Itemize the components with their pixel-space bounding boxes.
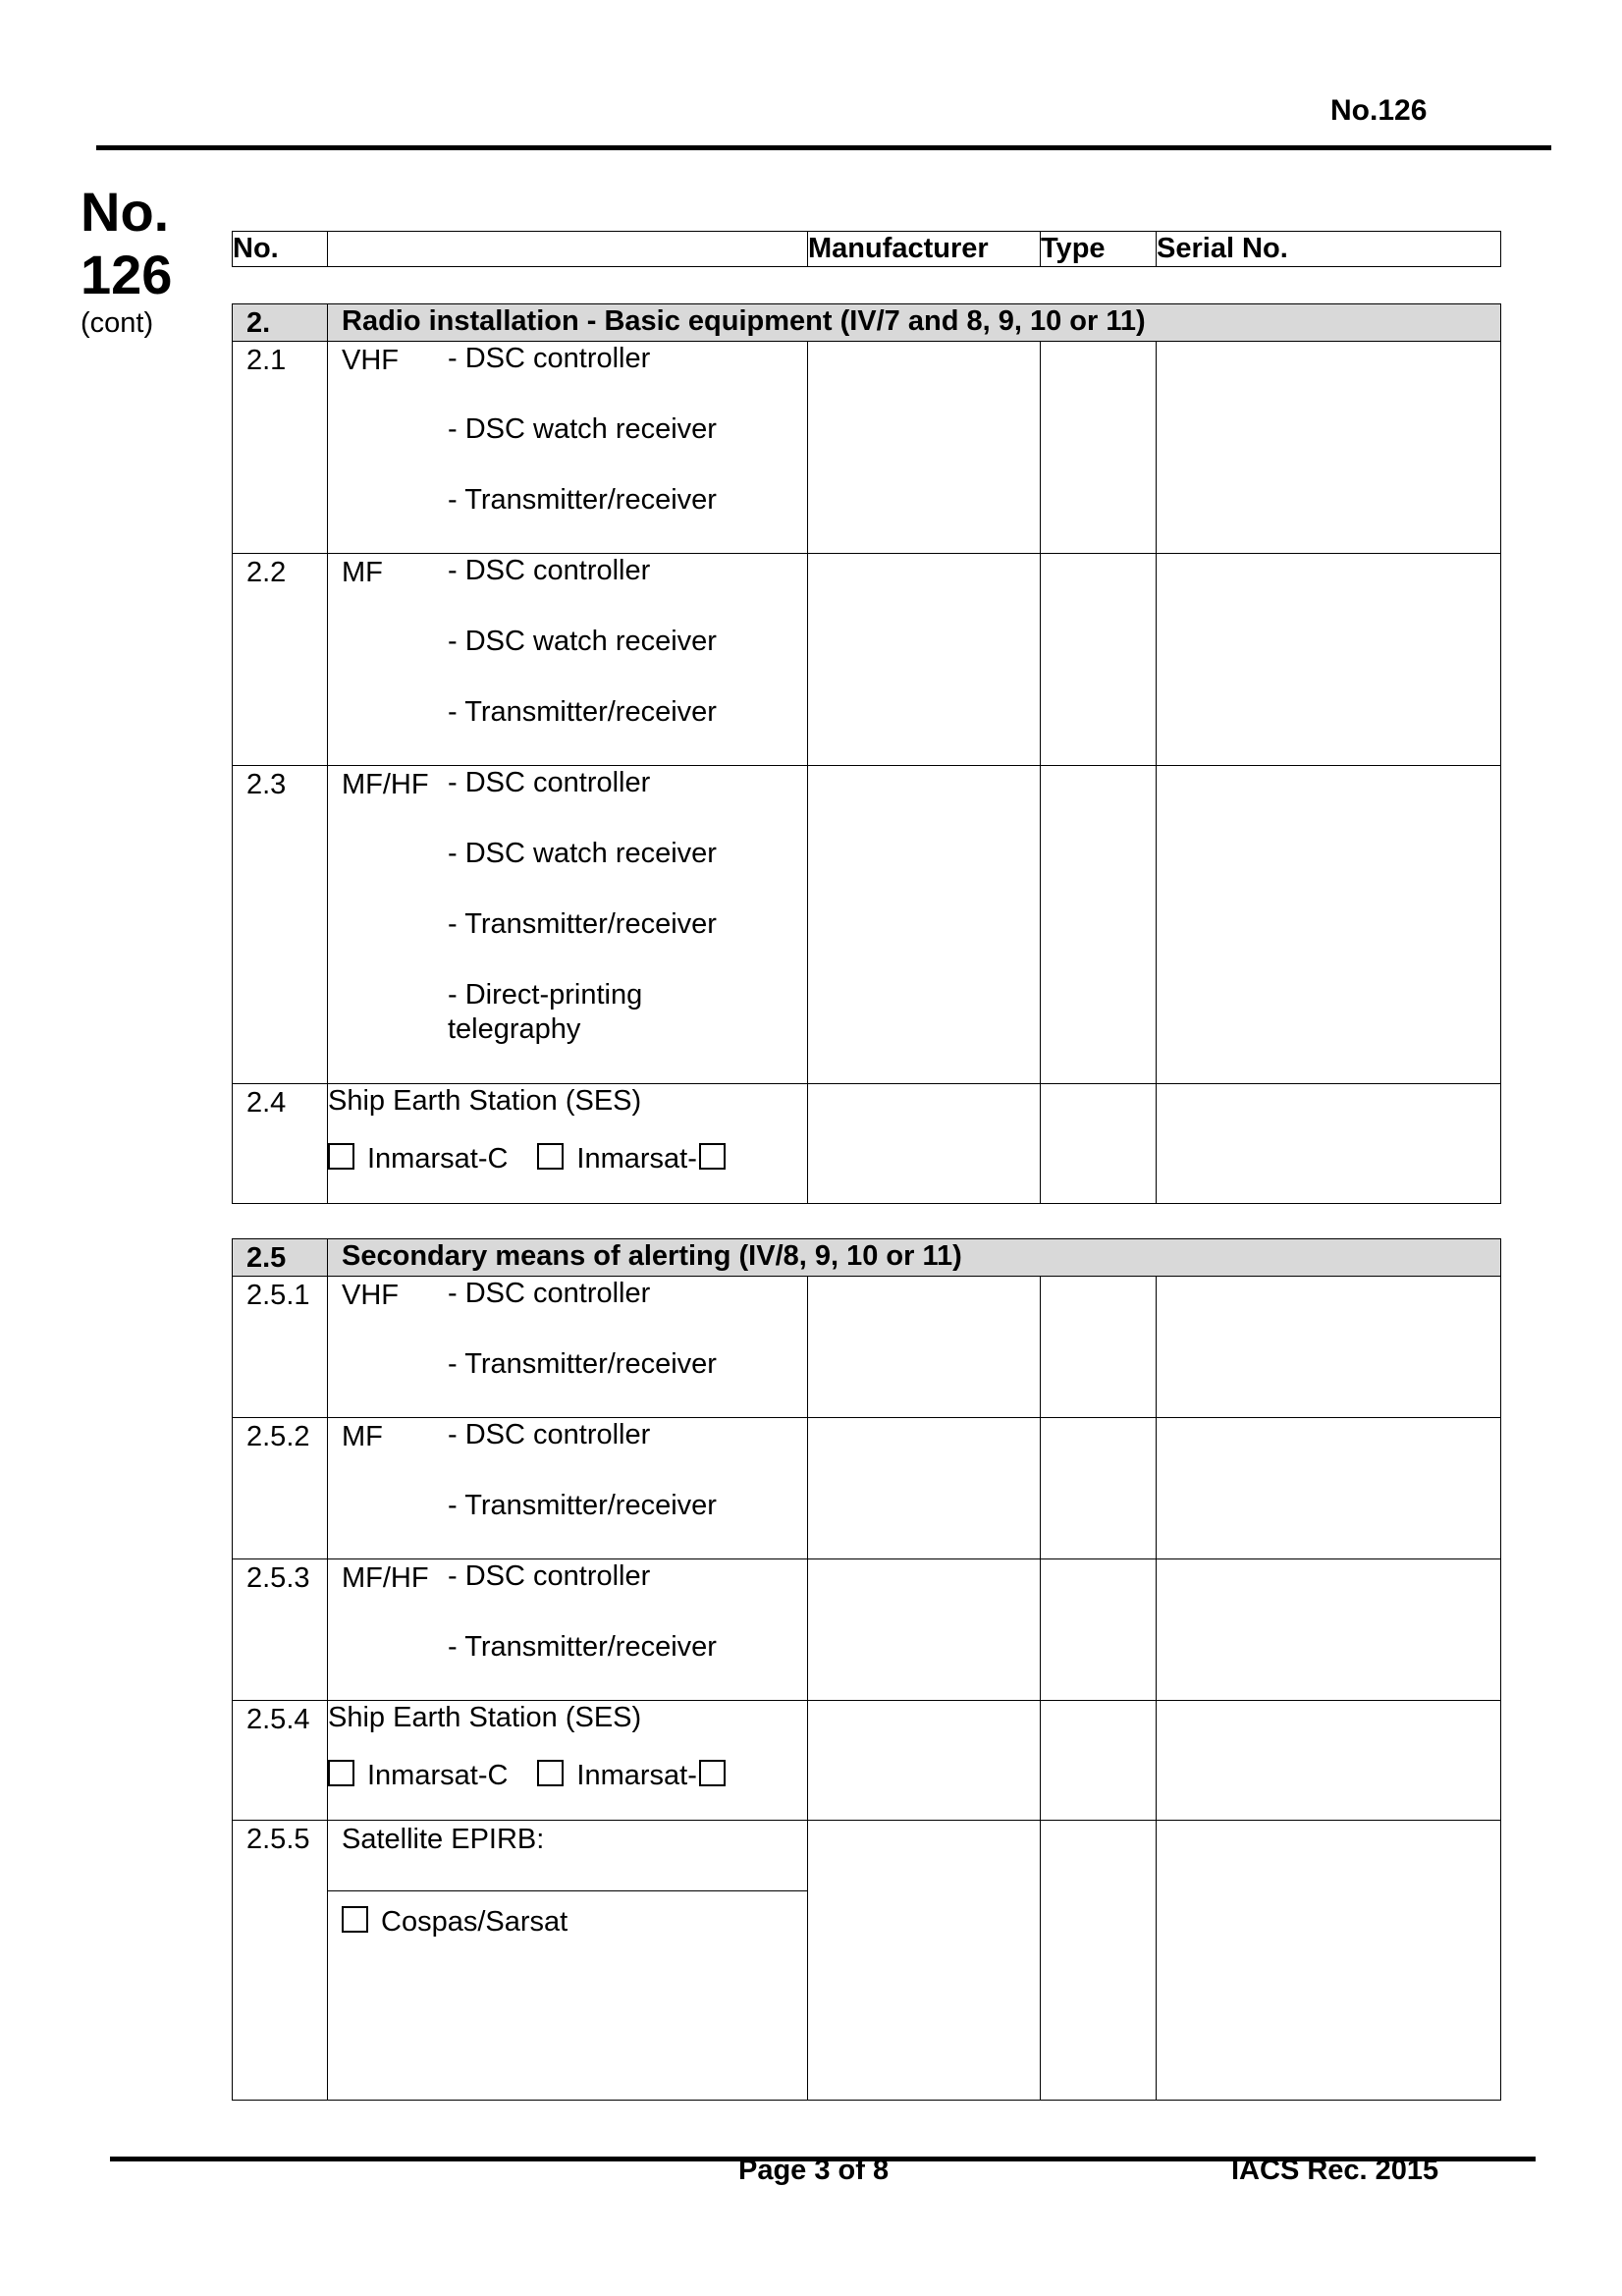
table-row — [233, 554, 1501, 766]
inmarsat-c-checkbox[interactable] — [328, 1760, 354, 1786]
manufacturer-field[interactable] — [808, 342, 1041, 554]
serial-field[interactable] — [1157, 1277, 1501, 1418]
serial-field[interactable] — [1157, 1821, 1501, 2101]
equipment-item: - DSC watch receiver — [448, 626, 717, 657]
ses-cell — [328, 1084, 808, 1204]
section-number: 2. — [233, 304, 328, 342]
table-row — [233, 1084, 1501, 1204]
equipment-cell — [328, 766, 808, 1084]
equipment-item: - Transmitter/receiver — [448, 1490, 717, 1521]
row-number: 2.5.3 — [233, 1559, 328, 1701]
band-label: MF — [342, 557, 383, 588]
col-header-no: No. — [233, 232, 328, 267]
band-label: MF/HF — [342, 1562, 429, 1594]
manufacturer-field[interactable] — [808, 1559, 1041, 1701]
inmarsat-c-checkbox[interactable] — [328, 1143, 354, 1170]
col-header-serial: Serial No. — [1157, 232, 1501, 267]
table-row — [233, 1821, 1501, 2101]
serial-field[interactable] — [1157, 766, 1501, 1084]
col-header-blank — [328, 232, 808, 267]
table-row — [233, 1701, 1501, 1821]
inmarsat-other-label: Inmarsat- — [576, 1143, 697, 1175]
secondary-alerting-table — [232, 1238, 1501, 2101]
band-label: VHF — [342, 345, 399, 376]
col-header-manufacturer: Manufacturer — [808, 232, 1041, 267]
manufacturer-field[interactable] — [808, 1701, 1041, 1821]
equipment-item: - Transmitter/receiver — [448, 908, 717, 940]
manufacturer-field[interactable] — [808, 1418, 1041, 1559]
inmarsat-c-label: Inmarsat-C — [367, 1760, 509, 1791]
ses-label: Ship Earth Station (SES) — [328, 1702, 642, 1733]
inmarsat-other-label: Inmarsat- — [576, 1760, 697, 1791]
section-number: 2.5 — [233, 1239, 328, 1277]
type-field[interactable] — [1041, 554, 1157, 766]
equipment-item: - DSC watch receiver — [448, 838, 717, 869]
page-number: Page 3 of 8 — [738, 2155, 890, 2186]
cospas-sarsat-label: Cospas/Sarsat — [381, 1906, 568, 1938]
type-field[interactable] — [1041, 1084, 1157, 1204]
equipment-item: - Transmitter/receiver — [448, 1631, 717, 1663]
epirb-cell — [328, 1821, 808, 2101]
cospas-sarsat-checkbox[interactable] — [342, 1906, 368, 1933]
type-field[interactable] — [1041, 1821, 1157, 2101]
manufacturer-field[interactable] — [808, 766, 1041, 1084]
row-number: 2.5.4 — [233, 1701, 328, 1821]
footer-reference: IACS Rec. 2015 — [1231, 2155, 1439, 2186]
manufacturer-field[interactable] — [808, 1821, 1041, 2101]
type-field[interactable] — [1041, 1418, 1157, 1559]
table-row — [233, 342, 1501, 554]
serial-field[interactable] — [1157, 1559, 1501, 1701]
inmarsat-variant-checkbox[interactable] — [699, 1760, 726, 1786]
inmarsat-c-label: Inmarsat-C — [367, 1143, 509, 1175]
section-title: Radio installation - Basic equipment (IV/7 and 8, 9, 10 or 11) — [328, 304, 1501, 342]
serial-field[interactable] — [1157, 1418, 1501, 1559]
equipment-cell — [328, 554, 808, 766]
equipment-item: - DSC controller — [448, 1560, 651, 1592]
equipment-item: - Transmitter/receiver — [448, 484, 717, 516]
row-number: 2.3 — [233, 766, 328, 1084]
table-row — [233, 1559, 1501, 1701]
table-row — [233, 1418, 1501, 1559]
equipment-item: - Transmitter/receiver — [448, 696, 717, 728]
equipment-item: - DSC controller — [448, 1278, 651, 1309]
equipment-cell — [328, 1277, 808, 1418]
type-field[interactable] — [1041, 342, 1157, 554]
type-field[interactable] — [1041, 1701, 1157, 1821]
row-number: 2.5.1 — [233, 1277, 328, 1418]
serial-field[interactable] — [1157, 554, 1501, 766]
equipment-cell — [328, 342, 808, 554]
equipment-cell — [328, 1559, 808, 1701]
inmarsat-other-checkbox[interactable] — [537, 1143, 564, 1170]
inmarsat-other-checkbox[interactable] — [537, 1760, 564, 1786]
basic-equipment-table — [232, 303, 1501, 1204]
header-rule — [96, 145, 1551, 150]
manufacturer-field[interactable] — [808, 554, 1041, 766]
type-field[interactable] — [1041, 766, 1157, 1084]
equipment-item: - DSC watch receiver — [448, 413, 717, 445]
band-label: VHF — [342, 1280, 399, 1311]
serial-field[interactable] — [1157, 342, 1501, 554]
equipment-cell — [328, 1418, 808, 1559]
row-number: 2.2 — [233, 554, 328, 766]
ses-label: Ship Earth Station (SES) — [328, 1085, 642, 1117]
band-label: MF/HF — [342, 769, 429, 800]
equipment-item: - DSC controller — [448, 767, 651, 798]
equipment-item: - Direct-printing telegraphy — [448, 979, 643, 1045]
table-row — [233, 766, 1501, 1084]
row-number: 2.1 — [233, 342, 328, 554]
type-field[interactable] — [1041, 1559, 1157, 1701]
row-number: 2.4 — [233, 1084, 328, 1204]
serial-field[interactable] — [1157, 1701, 1501, 1821]
equipment-item: - Transmitter/receiver — [448, 1348, 717, 1380]
equipment-item: - DSC controller — [448, 555, 651, 586]
row-number: 2.5.5 — [233, 1821, 328, 2101]
ses-cell — [328, 1701, 808, 1821]
type-field[interactable] — [1041, 1277, 1157, 1418]
manufacturer-field[interactable] — [808, 1084, 1041, 1204]
manufacturer-field[interactable] — [808, 1277, 1041, 1418]
table-row — [233, 1277, 1501, 1418]
header-reference: No.126 — [1330, 94, 1428, 127]
equipment-item: - DSC controller — [448, 1419, 651, 1450]
serial-field[interactable] — [1157, 1084, 1501, 1204]
epirb-label: Satellite EPIRB: — [328, 1821, 807, 1891]
section-title: Secondary means of alerting (IV/8, 9, 10 or 11) — [328, 1239, 1501, 1277]
col-header-type: Type — [1041, 232, 1157, 267]
column-header-table — [232, 231, 1501, 267]
row-number: 2.5.2 — [233, 1418, 328, 1559]
inmarsat-variant-checkbox[interactable] — [699, 1143, 726, 1170]
band-label: MF — [342, 1421, 383, 1452]
side-number: No. 126 — [81, 181, 173, 305]
side-continued: (cont) — [81, 307, 154, 339]
equipment-item: - DSC controller — [448, 343, 651, 374]
